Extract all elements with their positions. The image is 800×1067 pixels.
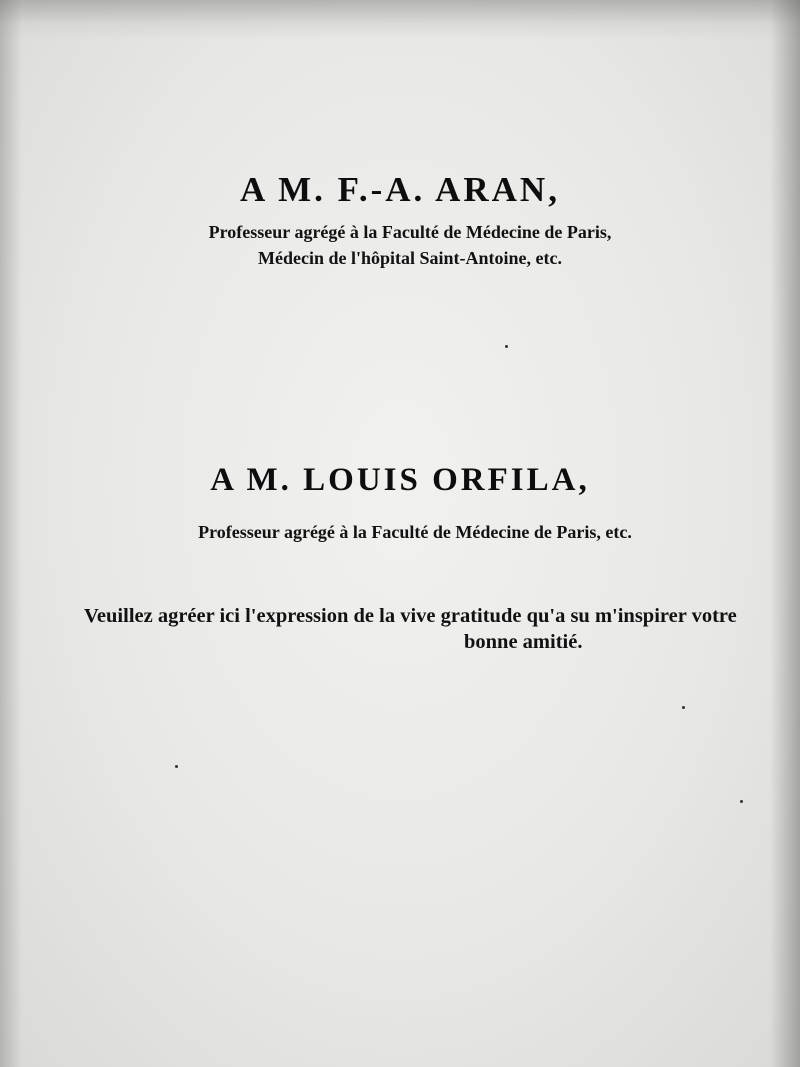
aran-dedication-line1: Professeur agrégé à la Faculté de Médecine de Paris,	[208, 222, 612, 242]
ink-speck	[505, 345, 508, 348]
ink-speck	[682, 706, 685, 709]
orfila-dedication-line1: Professeur agrégé à la Faculté de Médecine de Paris, etc.	[198, 522, 632, 542]
message-line2: bonne amitié.	[464, 631, 583, 653]
orfila-dedication-title: A M. LOUIS ORFILA,	[210, 462, 590, 498]
page-top-shadow	[0, 0, 800, 40]
message-line1: Veuillez agréer ici l'expression de la vive gratitude qu'a su m'inspirer votre	[84, 605, 737, 627]
aran-dedication-title: A M. F.-A. ARAN,	[240, 170, 560, 209]
ink-speck	[740, 800, 743, 803]
ink-speck	[175, 765, 178, 768]
orfila-dedication-message	[84, 603, 756, 655]
aran-dedication-line2: Médecin de l'hôpital Saint-Antoine, etc.	[258, 248, 562, 268]
